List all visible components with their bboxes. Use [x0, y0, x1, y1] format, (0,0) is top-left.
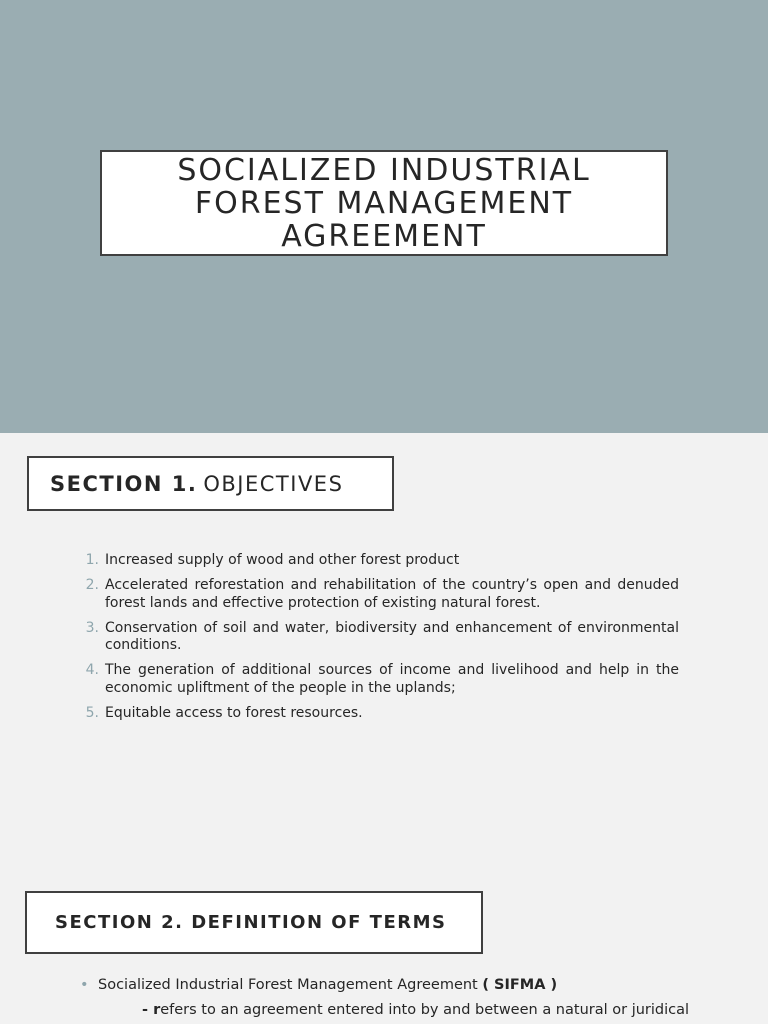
objectives-list — [78, 552, 679, 730]
list-text: The generation of additional sources of income and livelihood and help in the economic upliftment of the people in the uplands; — [105, 662, 679, 696]
list-item — [78, 577, 679, 612]
section-1-title: OBJECTIVES — [203, 471, 344, 496]
list-number: 5. — [85, 704, 99, 721]
list-text: Equitable access to forest resources. — [105, 704, 363, 721]
list-item — [78, 620, 679, 655]
desc-text: efers to an agreement entered into by and between a natural or juridical — [160, 1002, 690, 1018]
section-2-title: SECTION 2. DEFINITION OF TERMS — [55, 912, 447, 933]
list-item — [78, 662, 679, 697]
definition-description — [142, 1001, 700, 1020]
list-number: 3. — [85, 619, 99, 636]
slide-title: SOCIALIZED INDUSTRIAL FOREST MANAGEMENT AGREEMENT — [177, 152, 591, 254]
desc-lead: - r — [142, 1002, 161, 1018]
term-name: Socialized Industrial Forest Management Agreement — [98, 977, 478, 993]
title-box — [100, 150, 668, 256]
list-text: Accelerated reforestation and rehabilitation of the country’s open and denuded forest lands and effective protection of existing natural forest. — [105, 577, 679, 611]
list-text: Increased supply of wood and other forest product — [105, 552, 460, 568]
list-number: 1. — [85, 552, 99, 568]
section-1-heading — [27, 456, 394, 511]
list-item — [78, 705, 679, 723]
list-item — [78, 552, 679, 570]
term-abbreviation: ( SIFMA ) — [482, 977, 558, 993]
list-text: Conservation of soil and water, biodiversity and enhancement of environmental conditions. — [105, 619, 679, 653]
title-slide — [0, 0, 768, 433]
section-2-heading — [25, 891, 483, 954]
definitions — [80, 976, 700, 1020]
list-number: 4. — [85, 662, 99, 678]
list-number: 2. — [85, 577, 99, 593]
bullet-icon: • — [80, 977, 89, 993]
definition-term — [80, 976, 700, 995]
section-1-number: SECTION 1. — [50, 471, 198, 496]
